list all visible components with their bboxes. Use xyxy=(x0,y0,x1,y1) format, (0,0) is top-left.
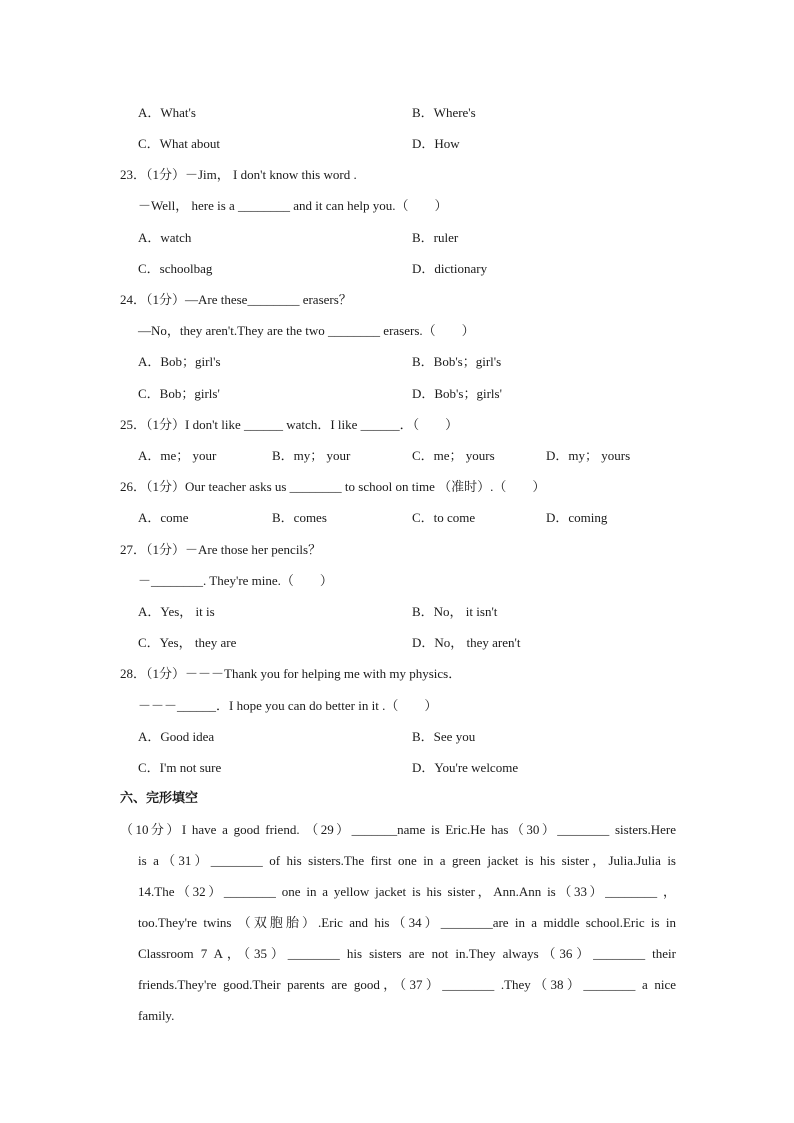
q28-option-d: D．You're welcome xyxy=(412,760,519,775)
q23-line2: －Well， here is a ________ and it can help you.（ ） xyxy=(138,198,448,213)
q28-option-b: B．See you xyxy=(412,729,476,744)
q25-option-c: C．me； yours xyxy=(412,448,495,463)
cloze-line: too.They're twins （双胞胎）.Eric and his（34）________are in a middle school.Eric is in xyxy=(138,915,676,930)
q23-option-d: D．dictionary xyxy=(412,261,488,276)
q26-option-c: C．to come xyxy=(412,510,476,525)
q25-option-b: B．my； your xyxy=(272,448,351,463)
q26-option-d: D．coming xyxy=(546,510,608,525)
q25-option-d: D．my； yours xyxy=(546,448,631,463)
cloze-passage xyxy=(120,814,676,1031)
q22-option-b: B．Where's xyxy=(412,105,476,120)
q23-option-b: B．ruler xyxy=(412,230,459,245)
q27-option-d: D．No， they aren't xyxy=(412,635,521,650)
cloze-line: Classroom 7 A，（35）________ his sisters are not in.They always（36）________ their xyxy=(138,946,676,961)
q26-option-b: B．comes xyxy=(272,510,327,525)
q27-stem: 27．（1分）－Are those her pencils？ xyxy=(120,542,322,557)
q22-option-a: A．What's xyxy=(138,105,196,120)
cloze-line: family. xyxy=(138,1008,175,1023)
q25-option-a: A．me； your xyxy=(138,448,217,463)
q24-option-c: C．Bob；girls' xyxy=(138,386,220,401)
q27-line2: －________. They're mine.（ ） xyxy=(138,573,333,588)
cloze-line: 14.The（32）________ one in a yellow jacket is his sister，Ann.Ann is（33）________ ， xyxy=(138,884,676,899)
q23-option-a: A．watch xyxy=(138,230,192,245)
q28-line2: －－－______．I hope you can do better in it .（ ） xyxy=(138,698,438,713)
q26-option-a: A．come xyxy=(138,510,189,525)
q28-option-a: A．Good idea xyxy=(138,729,215,744)
q27-option-c: C．Yes， they are xyxy=(138,635,237,650)
q22-option-d: D．How xyxy=(412,136,460,151)
cloze-line: friends.They're good.Their parents are good，（37）________ .They（38）________ a nice xyxy=(138,977,676,992)
q24-option-a: A．Bob；girl's xyxy=(138,354,221,369)
q28-option-c: C．I'm not sure xyxy=(138,760,222,775)
q25-stem: 25．（1分）I don't like ______ watch．I like ______．（ ） xyxy=(120,417,459,432)
q27-option-b: B．No， it isn't xyxy=(412,604,498,619)
q24-stem: 24．（1分）—Are these________ erasers？ xyxy=(120,292,352,307)
q28-stem: 28．（1分）－－－Thank you for helping me with my physics． xyxy=(120,666,462,681)
q27-option-a: A．Yes， it is xyxy=(138,604,215,619)
q24-line2: —No，they aren't.They are the two ________ erasers.（ ） xyxy=(138,323,475,338)
q22-option-c: C．What about xyxy=(138,136,220,151)
section-title-cloze: 六、完形填空 xyxy=(120,791,199,806)
q26-stem: 26．（1分）Our teacher asks us ________ to school on time （准时）.（ ） xyxy=(120,479,546,494)
cloze-line: is a（31）________ of his sisters.The first one in a green jacket is his sister，Julia.Julia is xyxy=(138,853,676,868)
q23-option-c: C．schoolbag xyxy=(138,261,213,276)
q23-stem: 23．（1分）－Jim， I don't know this word . xyxy=(120,167,357,182)
q24-option-d: D．Bob's；girls' xyxy=(412,386,502,401)
cloze-line: （10分）I have a good friend. （29）_______name is Eric.He has（30）________ sisters.Here xyxy=(120,822,676,837)
q24-option-b: B．Bob's；girl's xyxy=(412,354,502,369)
